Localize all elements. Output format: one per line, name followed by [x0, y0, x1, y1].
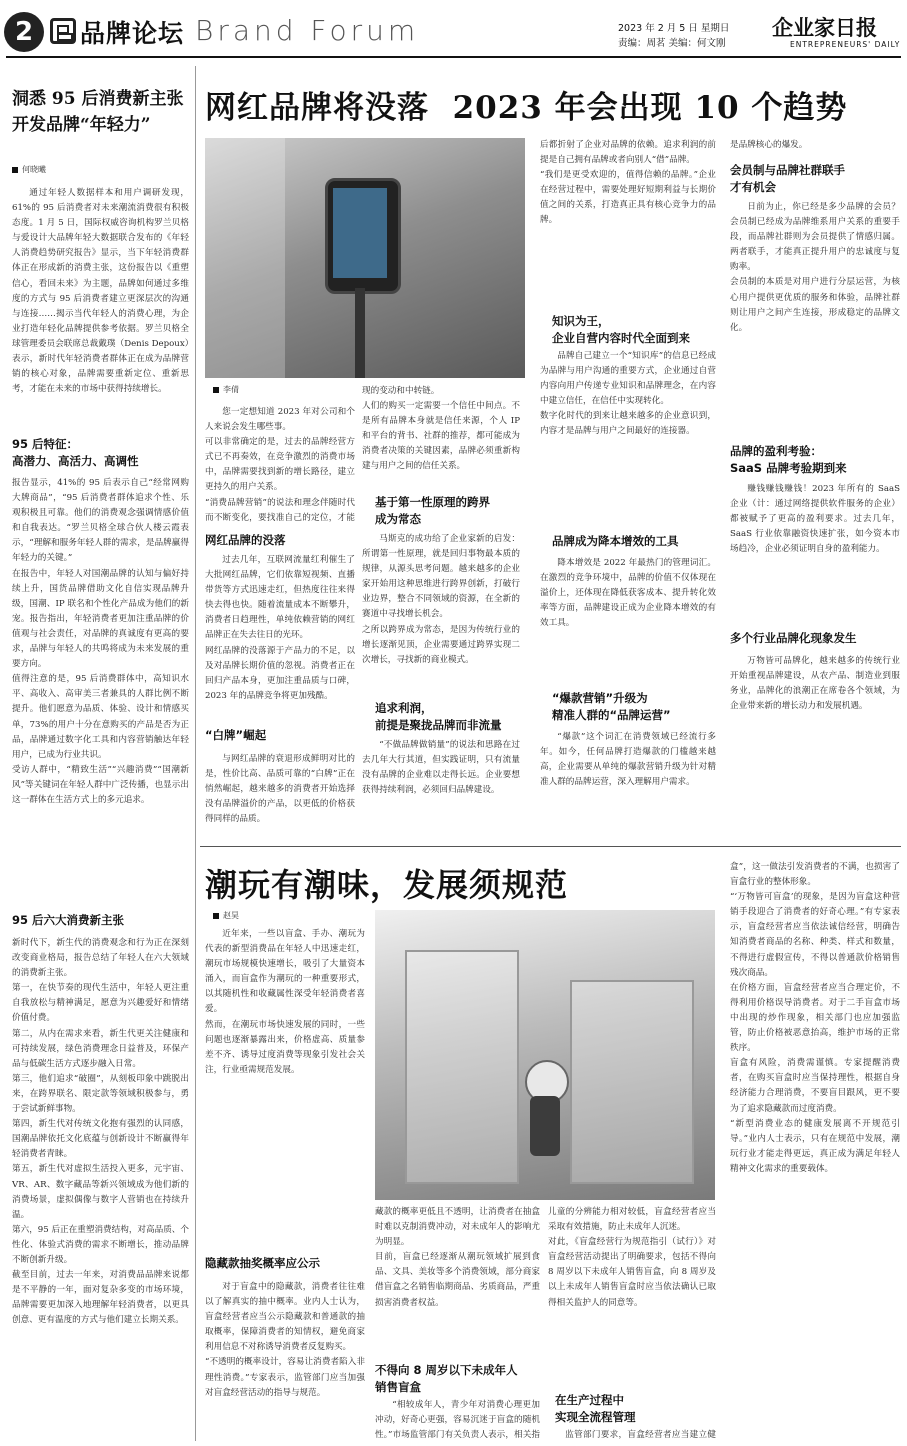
- article2-col2-top: 藏款的概率更低且不透明，让消费者在抽盒时难以克制消费冲动，对未成年人的影响尤为明显。 目前，盲盒已经逐渐从潮玩领域扩展到食品、文具、美妆等多个消费领域，部分商家借盲盒之名销售临期商品、劣质商品，严重损害消费者权益。: [375, 1207, 540, 1308]
- article1-col4-top: 是品牌核心的爆发。: [730, 140, 808, 150]
- article1-col1-body: 过去几年，互联网流量红利催生了大批网红品牌，它们依靠短视频、直播带货等方式迅速走红，但热度往往来得快去得也快。随着流量成本不断攀升，消费者日趋理性，单纯依赖营销的网红品牌正在失去往日的光环。 网红品牌的没落源于产品力的不足，以及对品牌长期价值的忽视。消费者正在回归产品本身，更加注重品质与口碑，2023 年的品牌竞争将更加残酷。: [205, 555, 355, 701]
- article2-subhead-2: 不得向 8 周岁以下未成年人 销售盲盒: [375, 1363, 518, 1394]
- article1-subhead-10: 多个行业品牌化现象发生: [730, 631, 857, 645]
- article1-col2-top: 现的变动和中转链。 人们的购买一定需要一个信任中间点。不是所有品牌本身就是信任来源，个人 IP 和平台的背书、社群的推荐，都可能成为消费者决策的关键因素，品牌必须重新构建与用户之间的信任关系。: [362, 386, 520, 472]
- sidebar-intro: 通过年轻人数据样本和用户调研发现，61%的 95 后消费者对未来潮流消费很有积极态度。1 月 5 日，国际权威咨询机构罗兰贝格与爱设计大品牌年轻大数据联合发布的《年轻人消费趋势研究报告》显示，当下年轻消费群体正在形成新的消费主张，这份报告以《重塑信心，看回未来》为主题，品牌如何通过多维度的方式与 95 后消费者建立更深层次的沟通与连接……揭示当代年轻人的消费心理，为企业打造年轻化品牌提供参考依据。罗兰贝格全球管理委员会联席总裁戴璞（Denis Depoux）表示，新时代年轻消费者群体正在成为品牌营销的核心对象，品牌需要重新定位、重新思考，才能在未来的市场中获得持续增长。: [12, 188, 189, 395]
- article1-col3-body-3: “爆款”这个词汇在消费领域已经流行多年。如今，任何品牌打造爆款的门槛越来越高，企业需要从单纯的爆款营销升级为针对精准人群的品牌运营，深入理解用户需求。: [540, 732, 716, 788]
- newspaper-logo-en: ENTREPRENEURS' DAILY: [790, 40, 901, 49]
- article1-col3-body-1: 品牌自己建立一个“知识库”的信息已经成为品牌与用户沟通的重要方式，企业通过自营内容向用户传递专业知识和品牌理念，在内容中建立信任，在信任中实现转化。 数字化时代的到来让越来越多的企业意识到，内容才是品牌与用户之间最好的连接器。: [540, 351, 716, 437]
- article1-col2-bottom: “不做品牌做销量”的说法和思路在过去几年大行其道，但实践证明，只有流量没有品牌的企业难以走得长远。企业要想获得持续利润，必须回归品牌建设。: [362, 740, 520, 796]
- article2-subhead-1: 隐藏款抽奖概率应公示: [205, 1256, 320, 1270]
- article1-headline: 网红品牌将没落 2023 年会出现 10 个趋势: [205, 90, 848, 126]
- article1-col1-lead: 您一定想知道 2023 年对公司和个人来说会发生哪些事。 可以非常确定的是，过去的品牌经营方式已不再奏效，在竞争激烈的消费市场中，品牌需要找到新的增长路径，建立更持久的用户关系。 “消费品牌营销”的说法和理念伴随时代而不断变化，要找准自己的定位，才能: [205, 407, 355, 523]
- sidebar-body-1: 报告显示，41%的 95 后表示自己“经常网购大牌商品”，“95 后消费者群体追求个性、乐观积极且可靠。他们的消费观念强调情感价值和自我表达。“罗兰贝格全球合伙人楼云霞表示，“理解和服务年轻人群的需求，是品牌赢得年轻力的关键。” 在报告中，年轻人对国潮品牌的认知与偏好持续上升，国货品牌借助文化自信实现品牌升级，国潮、IP 联名和个性化产品成为他们的新宠。报告指出，年轻消费者更加注重品牌的价值观与社会责任，对品牌的真诚度有更高的要求，品牌与年轻人的共鸣将成为未来发展的重要方向。 值得注意的是，95 后消费群体中，高知识水平、高收入、高审美三者兼具的人群比例不断提升。他们愿意为品质、体验、设计和情感买单，73%的用户十分在意购买的产品是否为正品，品牌通过数字化工具和内容营销触达年轻用户，已成为行业共识。 受访人群中，“精致生活”“兴趣消费”“国潮新风”等关键词在年轻人群中广泛传播，也显示出这一群体在生活方式上的多元追求。: [12, 478, 189, 805]
- sidebar-headline-2: 开发品牌“年轻力”: [12, 115, 151, 135]
- section-title: 品牌论坛: [80, 19, 185, 48]
- article2-subhead-3: 在生产过程中 实现全流程管理: [555, 1393, 636, 1424]
- article1-subhead-9: 品牌的盈利考验： SaaS 品牌考验期到来: [730, 444, 847, 475]
- sidebar-subhead-1: 95 后特征： 高潜力、高活力、高调性: [12, 437, 139, 468]
- issue-date: 2023 年 2 月 5 日 星期日: [618, 23, 730, 34]
- article1-subhead-2: “白牌”崛起: [205, 728, 267, 742]
- article1-subhead-6: 品牌成为降本增效的工具: [552, 534, 679, 548]
- article2-col2-body: “相较成年人，青少年对消费心理更加冲动，好奇心更强，容易沉迷于盲盒的随机性。”市场监管部门有关负责人表示，相关指: [375, 1400, 540, 1441]
- sidebar-body-2: 新时代下，新生代的消费观念和行为正在深刻改变商业格局，报告总结了年轻人在六大领域的消费新主张。 第一，在快节奏的现代生活中，年轻人更注重自我放松与精神满足，愿意为兴趣爱好和情绪价值付费。 第二，从内在需求来看，新生代更关注健康和可持续发展，绿色消费理念日益普及，环保产品与低碳生活方式逐步融入日常。 第三，他们追求“破圈”，从刻板印象中跳脱出来，在跨界联名、限定款等领域积极参与，勇于尝试新鲜事物。 第四，新生代对传统文化抱有强烈的认同感，国潮品牌依托文化底蕴与创新设计不断赢得年轻消费者青睐。 第五，新生代对虚拟生活投入更多，元宇宙、VR、AR、数字藏品等新兴领域成为他们新的消费场景，虚拟偶像与数字人营销也在持续升温。 第六，95 后正在重塑消费结构，对高品质、个性化、体验式消费的需求不断增长，推动品牌不断创新升级。 截至目前，过去一年来，对消费品品牌来说都是不平静的一年，面对复杂多变的市场环境，品牌需要更加深入地理解年轻消费者，以更具创意、更有温度的方式与他们建立长期关系。: [12, 938, 189, 1326]
- article1-subhead-8: 会员制与品牌社群联手 才有机会: [730, 163, 845, 194]
- masthead-rule: [6, 56, 901, 58]
- page-number-badge: 2: [4, 12, 44, 52]
- article1-subhead-3: 基于第一性原理的跨界 成为常态: [375, 495, 490, 526]
- article1-col4-body-2: 赚钱赚钱赚钱！2023 年所有的 SaaS 企业（计：通过网络提供软件服务的企业）都被赋予了更高的盈利要求。过去几年，SaaS 行业依靠融资快速扩张，如今资本市场趋冷，企业必须证明自身的盈利能力。: [730, 484, 900, 555]
- article1-col3-top: 后都折射了企业对品牌的依赖。追求利润的前提是自己拥有品牌或者向别人“借”品牌。 “我们是更受欢迎的，值得信赖的品牌。”企业在经营过程中，需要处理好短期利益与长期价值之间的关系，打造真正具有核心竞争力的品牌。: [540, 140, 716, 226]
- article1-subhead-5: 知识为王， 企业自营内容时代全面到来: [552, 314, 690, 345]
- article1-subhead-4: 追求利润， 前提是聚拢品牌而非流量: [375, 701, 502, 732]
- article1-photo: [205, 138, 525, 378]
- article2-byline: 赵昊: [213, 910, 239, 921]
- article1-col2-mid: 马斯克的成功给了企业家新的启发：所谓第一性原理，就是回归事物最本质的规律，从源头思考问题。越来越多的企业家开始用这种思维进行跨界创新，打破行业边界，整合不同领域的资源，在全新的赛道中寻找增长机会。 之所以跨界成为常态，是因为传统行业的增长逐渐见顶，企业需要通过跨界实现二次增长，寻找新的商业模式。: [362, 534, 520, 665]
- sidebar-headline-1: 洞悉 95 后消费新主张: [12, 89, 184, 109]
- article1-subhead-1: 网红品牌的没落: [205, 533, 286, 547]
- article2-col3-top: 儿童的分辨能力相对较低，盲盒经营者应当采取有效措施，防止未成年人沉迷。 对此，《盲盒经营行为规范指引（试行）》对盲盒经营活动提出了明确要求，包括不得向 8 周岁以下未成年人销售盲盒，向 8 周岁及以上未成年人销售盲盒时应当依法确认已取得相关监护人的同意等。: [548, 1207, 716, 1308]
- article2-col1-body: 对于盲盒中的隐藏款，消费者往往难以了解真实的抽中概率。业内人士认为，盲盒经营者应当公示隐藏款和普通款的抽取概率，保障消费者的知情权，避免商家利用信息不对称诱导消费者反复购买。 “不透明的概率设计，容易让消费者陷入非理性消费。”专家表示，监管部门应当加强对盲盒经营活动的指导与规范。: [205, 1282, 365, 1398]
- section-title-en: Brand Forum: [195, 14, 420, 47]
- article2-col3-body: 监管部门要求，盲盒经营者应当建立健: [565, 1430, 716, 1440]
- sidebar-subhead-2: 95 后六大消费新主张: [12, 913, 125, 927]
- column-divider: [195, 66, 196, 1441]
- article2-headline: 潮玩有潮味，发展须规范: [205, 866, 569, 904]
- sidebar-byline: 何晓曦: [12, 164, 46, 175]
- article1-byline: 李倩: [213, 384, 239, 395]
- article1-col4-body-3: 万物皆可品牌化，越来越多的传统行业开始重视品牌建设，从农产品、制造业到服务业，品牌化的浪潮正在席卷各个领域，为企业带来新的增长动力和发展机遇。: [730, 656, 900, 712]
- article1-col3-body-2: 降本增效是 2022 年最热门的管理词汇。在激烈的竞争环境中，品牌的价值不仅体现在溢价上，还体现在降低获客成本、提升转化效率等方面，品牌建设正成为企业降本增效的有效工具。: [540, 558, 716, 629]
- article1-col4-body-1: 日前为止，你已经是多少品牌的会员？会员制已经成为品牌维系用户关系的重要手段，而品牌社群则为会员提供了情感归属。两者联手，才能真正提升用户的忠诚度与复购率。 会员制的本质是对用户进行分层运营，为核心用户提供更优质的服务和体验，品牌社群则让用户之间产生连接，形成稳定的品牌文化。: [730, 202, 900, 333]
- newspaper-logo: 企业家日报: [772, 15, 877, 40]
- article2-col1-lead: 近年来，一些以盲盒、手办、潮玩为代表的新型消费品在年轻人中迅速走红，潮玩市场规模快速增长，吸引了大量资本涌入，而盲盒作为潮玩的一种重要形式，以其随机性和收藏属性深受年轻消费者喜爱。 然而，在潮玩市场快速发展的同时，一些问题也逐渐暴露出来，价格虚高、质量参差不齐、诱导过度消费等现象引发社会关注，行业亟需规范发展。: [205, 929, 365, 1075]
- article1-col1-tail: 与网红品牌的衰退形成鲜明对比的是，性价比高、品质可靠的“白牌”正在悄然崛起，越来越多的消费者开始选择没有品牌溢价的产品，以更低的价格获得同样的品质。: [205, 754, 355, 825]
- section-logo-icon: [50, 18, 76, 44]
- article1-subhead-7: “爆款营销”升级为 精准人群的“品牌运营”: [552, 691, 671, 722]
- article2-photo: [375, 910, 715, 1200]
- article-separator: [200, 846, 901, 847]
- article2-col4-body: 盒”，这一做法引发消费者的不满，也损害了盲盒行业的整体形象。 “‘万物皆可盲盒’的现象，是因为盲盒这种营销手段迎合了消费者的好奇心理。”有专家表示，盲盒经营者应当依法诚信经营，明确告知消费者商品的名称、种类、样式和数量，不得进行虚假宣传，不得以普通款价格销售残次商品。 在价格方面，盲盒经营者应当合理定价，不得利用价格误导消费者。对于二手盲盒市场中出现的炒作现象，相关部门也应加强监管，防止价格被恶意抬高，维护市场的正常秩序。 盲盒有风险，消费需谨慎。专家提醒消费者，在购买盲盒时应当保持理性，根据自身经济能力合理消费，不要盲目跟风，更不要为了追求隐藏款而过度消费。 “新型消费业态的健康发展离不开规范引导。”业内人士表示，只有在规范中发展，潮玩行业才能走得更远，真正成为满足年轻人精神文化需求的重要载体。: [730, 862, 900, 1174]
- editor-credits: 责编：周茗 美编：何文刚: [618, 38, 726, 49]
